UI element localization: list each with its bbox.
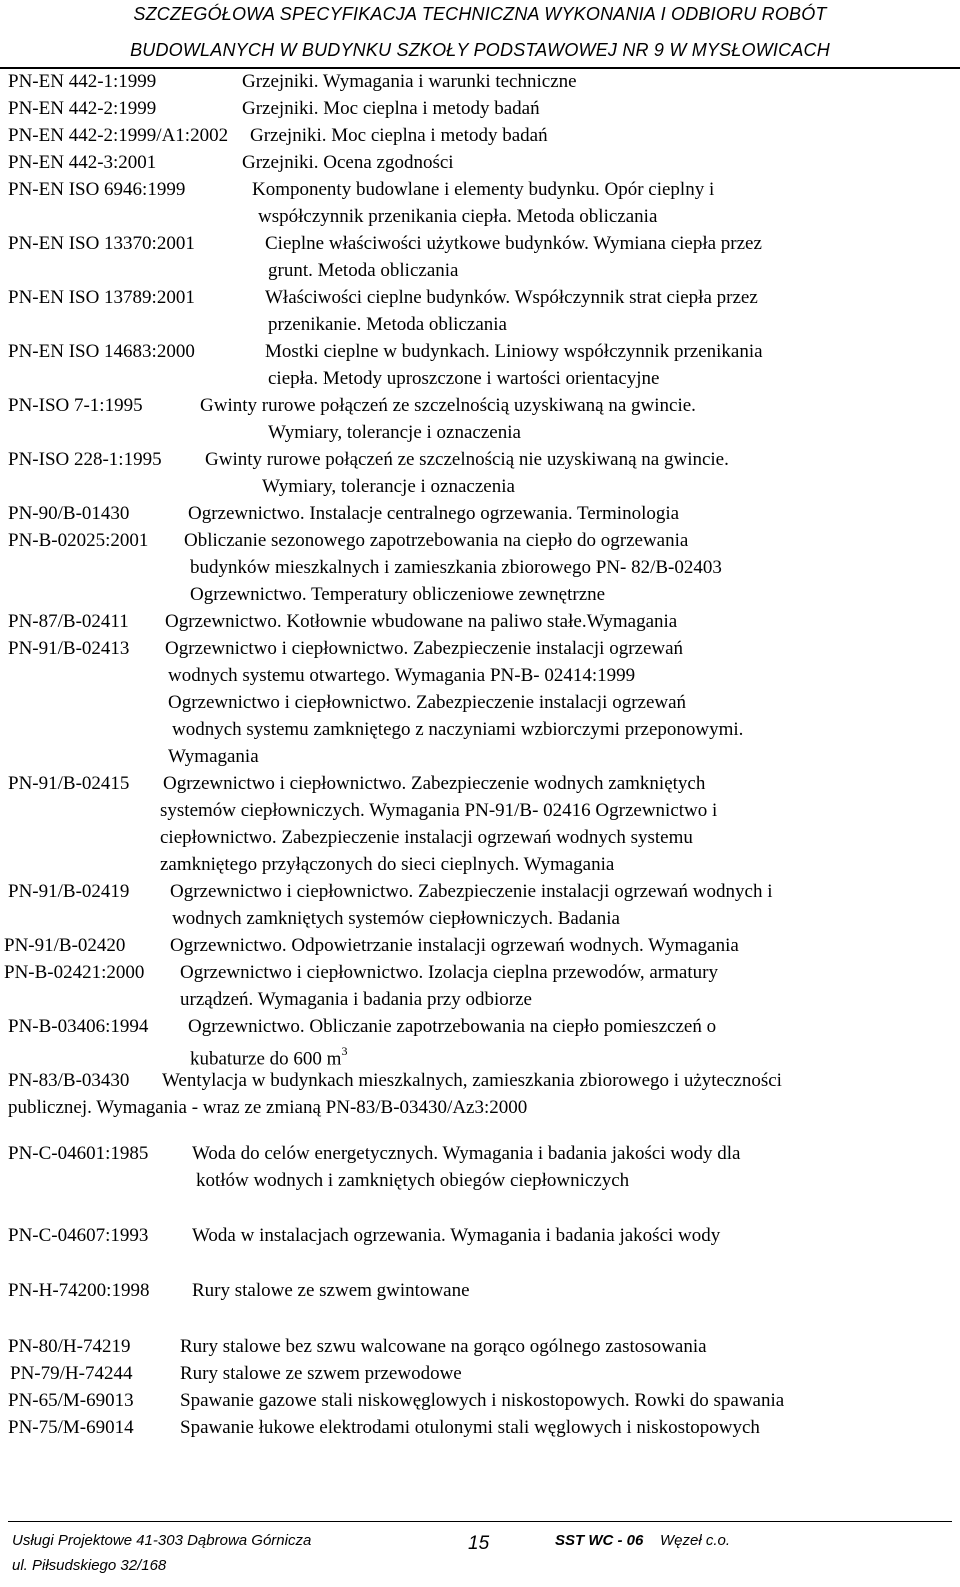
list-item (0, 176, 960, 203)
list-item (0, 1387, 960, 1414)
standard-code: PN-C-04607:1993 (8, 1225, 149, 1246)
header-title-line2: BUDOWLANYCH W BUDYNKU SZKOŁY PODSTAWOWEJ NR 9 W MYSŁOWICACH (130, 40, 830, 60)
standard-code: PN-EN ISO 13789:2001 (8, 287, 195, 308)
standard-title: Rury stalowe ze szwem przewodowe (180, 1363, 462, 1384)
standard-title: Ogrzewnictwo. Odpowietrzanie instalacji ogrzewań wodnych. Wymagania (170, 935, 739, 956)
standard-code: PN-EN 442-3:2001 (8, 152, 157, 173)
list-item (0, 1360, 960, 1387)
list-item (0, 878, 960, 905)
list-item (0, 1414, 960, 1441)
standard-code: PN-C-04601:1985 (8, 1143, 149, 1164)
standard-title: grunt. Metoda obliczania (268, 260, 459, 281)
standard-title: Wymiary, tolerancje i oznaczenia (262, 476, 515, 497)
standard-title: wodnych zamkniętych systemów ciepłowniczych. Badania (172, 908, 620, 929)
list-item (0, 311, 960, 338)
list-item (0, 257, 960, 284)
standard-title: Grzejniki. Moc cieplna i metody badań (250, 125, 548, 146)
standard-title: Ogrzewnictwo. Temperatury obliczeniowe zewnętrzne (190, 584, 606, 605)
list-item (0, 149, 960, 176)
standard-title: Ogrzewnictwo i ciepłownictwo. Zabezpieczenie instalacji ogrzewań (168, 692, 687, 713)
standard-title: Wymagania (168, 746, 259, 767)
superscript: 3 (341, 1044, 348, 1058)
list-item (0, 1222, 960, 1249)
standard-title: Obliczanie sezonowego zapotrzebowania na ciepło do ogrzewania (184, 530, 689, 551)
list-item (0, 95, 960, 122)
list-item (0, 365, 960, 392)
list-item (0, 419, 960, 446)
standard-title: Ogrzewnictwo. Instalacje centralnego ogrzewania. Terminologia (188, 503, 680, 524)
standard-code: PN-83/B-03430 (8, 1070, 130, 1091)
standard-code: PN-79/H-74244 (10, 1363, 133, 1384)
list-item (0, 1067, 960, 1094)
standard-title: wodnych systemu otwartego. Wymagania PN-B- 02414:1999 (168, 665, 636, 686)
standard-title: Woda do celów energetycznych. Wymagania i badania jakości wody dla (192, 1143, 741, 1164)
list-item (0, 986, 960, 1013)
list-item (0, 122, 960, 149)
list-item (0, 1277, 960, 1304)
list-item (0, 905, 960, 932)
standard-title: współczynnik przenikania ciepła. Metoda obliczania (258, 206, 658, 227)
standard-title: Wentylacja w budynkach mieszkalnych, zamieszkania zbiorowego i użyteczności (162, 1070, 782, 1091)
list-item (0, 68, 960, 95)
standard-title: Gwinty rurowe połączeń ze szczelnością uzyskiwaną na gwincie. (200, 395, 696, 416)
standard-title: publicznej. Wymagania - wraz ze zmianą PN-83/B-03430/Az3:2000 (8, 1097, 528, 1118)
standard-title: Grzejniki. Wymagania i warunki techniczne (242, 71, 577, 92)
standard-title: Komponenty budowlane i elementy budynku. Opór cieplny i (252, 179, 715, 200)
list-item (0, 338, 960, 365)
standard-title: urządzeń. Wymagania i badania przy odbiorze (180, 989, 532, 1010)
standard-code: PN-H-74200:1998 (8, 1280, 150, 1301)
list-item (0, 743, 960, 770)
standard-title: Grzejniki. Moc cieplna i metody badań (242, 98, 540, 119)
standard-title: kubaturze do 600 $m^3$ (190, 1044, 348, 1070)
standard-title: wodnych systemu zamkniętego z naczyniami wzbiorczymi przeponowymi. (172, 719, 744, 740)
list-item (0, 554, 960, 581)
standard-code: PN-B-02025:2001 (8, 530, 149, 551)
standard-title: Ogrzewnictwo i ciepłownictwo. Zabezpieczenie instalacji ogrzewań (165, 638, 684, 659)
list-item (0, 581, 960, 608)
list-item (0, 473, 960, 500)
standard-title: kotłów wodnych i zamkniętych obiegów ciepłowniczych (196, 1170, 630, 1191)
standard-title: Ogrzewnictwo i ciepłownictwo. Izolacja cieplna przewodów, armatury (180, 962, 718, 983)
standard-title: przenikanie. Metoda obliczania (268, 314, 507, 335)
standard-title: Ogrzewnictwo. Kotłownie wbudowane na paliwo stałe.Wymagania (165, 611, 678, 632)
standard-code: PN-EN ISO 6946:1999 (8, 179, 186, 200)
standard-title: Cieplne właściwości użytkowe budynków. Wymiana ciepła przez (265, 233, 762, 254)
list-item (0, 1013, 960, 1040)
list-item (0, 1333, 960, 1360)
standard-title: Woda w instalacjach ogrzewania. Wymagania i badania jakości wody (192, 1225, 721, 1246)
list-item (0, 1140, 960, 1167)
standard-title: Ogrzewnictwo i ciepłownictwo. Zabezpieczenie wodnych zamkniętych (163, 773, 706, 794)
footer-doc-code: SST WC - 06 (555, 1532, 644, 1549)
standard-code: PN-EN ISO 14683:2000 (8, 341, 195, 362)
standard-code: PN-EN 442-2:1999/A1:2002 (8, 125, 229, 146)
standard-code: PN-ISO 228-1:1995 (8, 449, 162, 470)
standard-code: PN-91/B-02420 (4, 935, 126, 956)
standard-title: Rury stalowe bez szwu walcowane na gorąco ogólnego zastosowania (180, 1336, 707, 1357)
standard-title: Gwinty rurowe połączeń ze szczelnością nie uzyskiwaną na gwincie. (205, 449, 729, 470)
standard-title: Grzejniki. Ocena zgodności (242, 152, 454, 173)
standard-title: Spawanie gazowe stali niskowęglowych i niskostopowych. Rowki do spawania (180, 1390, 785, 1411)
standard-code: PN-87/B-02411 (8, 611, 129, 632)
list-item (0, 500, 960, 527)
standard-title: Właściwości cieplne budynków. Współczynnik strat ciepła przez (265, 287, 758, 308)
standard-code: PN-75/M-69014 (8, 1417, 134, 1438)
list-item (0, 527, 960, 554)
list-item (0, 932, 960, 959)
standard-title: Rury stalowe ze szwem gwintowane (192, 1280, 470, 1301)
list-item (0, 284, 960, 311)
standard-code: PN-EN 442-1:1999 (8, 71, 157, 92)
list-item (0, 824, 960, 851)
standard-title: zamkniętego przyłączonych do sieci cieplnych. Wymagania (160, 854, 615, 875)
footer-doc-title: Węzeł c.o. (660, 1532, 731, 1549)
standard-title: Mostki cieplne w budynkach. Liniowy współczynnik przenikania (265, 341, 763, 362)
standard-code: PN-91/B-02419 (8, 881, 130, 902)
standard-code: PN-EN ISO 13370:2001 (8, 233, 195, 254)
list-item (0, 392, 960, 419)
list-item (0, 662, 960, 689)
footer-company: Usługi Projektowe 41-303 Dąbrowa Górnicza (12, 1532, 312, 1549)
standard-title: budynków mieszkalnych i zamieszkania zbiorowego PN- 82/B-02403 (190, 557, 722, 578)
list-item (0, 770, 960, 797)
standard-code: PN-90/B-01430 (8, 503, 130, 524)
list-item (0, 635, 960, 662)
standard-title: Spawanie łukowe elektrodami otulonymi stali węglowych i niskostopowych (180, 1417, 760, 1438)
standard-code: PN-91/B-02415 (8, 773, 130, 794)
standard-code: PN-B-02421:2000 (4, 962, 145, 983)
list-item (0, 797, 960, 824)
standard-code: PN-80/H-74219 (8, 1336, 131, 1357)
list-item (0, 446, 960, 473)
standard-title: ciepłownictwo. Zabezpieczenie instalacji ogrzewań wodnych systemu (160, 827, 693, 848)
standard-title: Ogrzewnictwo i ciepłownictwo. Zabezpieczenie instalacji ogrzewań wodnych i (170, 881, 773, 902)
list-item (0, 1167, 960, 1194)
standard-code: PN-ISO 7-1:1995 (8, 395, 143, 416)
footer-address: ul. Piłsudskiego 32/168 (12, 1557, 167, 1574)
standard-code: PN-65/M-69013 (8, 1390, 134, 1411)
list-item (0, 1040, 960, 1070)
list-item (0, 689, 960, 716)
standard-code: PN-91/B-02413 (8, 638, 130, 659)
standard-title: ciepła. Metody uproszczone i wartości orientacyjne (268, 368, 660, 389)
list-item (0, 608, 960, 635)
list-item (0, 716, 960, 743)
list-item (0, 1094, 960, 1121)
list-item (0, 851, 960, 878)
list-item (0, 203, 960, 230)
list-item (0, 230, 960, 257)
header-title-line1: SZCZEGÓŁOWA SPECYFIKACJA TECHNICZNA WYKONANIA I ODBIORU ROBÓT (133, 4, 827, 24)
list-item (0, 959, 960, 986)
page-number: 15 (468, 1533, 490, 1554)
footer-divider (8, 1521, 952, 1522)
standard-code: PN-B-03406:1994 (8, 1016, 149, 1037)
standard-title: Ogrzewnictwo. Obliczanie zapotrzebowania na ciepło pomieszczeń o (188, 1016, 717, 1037)
standard-title: Wymiary, tolerancje i oznaczenia (268, 422, 521, 443)
standard-code: PN-EN 442-2:1999 (8, 98, 157, 119)
standard-title: systemów ciepłowniczych. Wymagania PN-91/B- 02416 Ogrzewnictwo i (160, 800, 718, 821)
